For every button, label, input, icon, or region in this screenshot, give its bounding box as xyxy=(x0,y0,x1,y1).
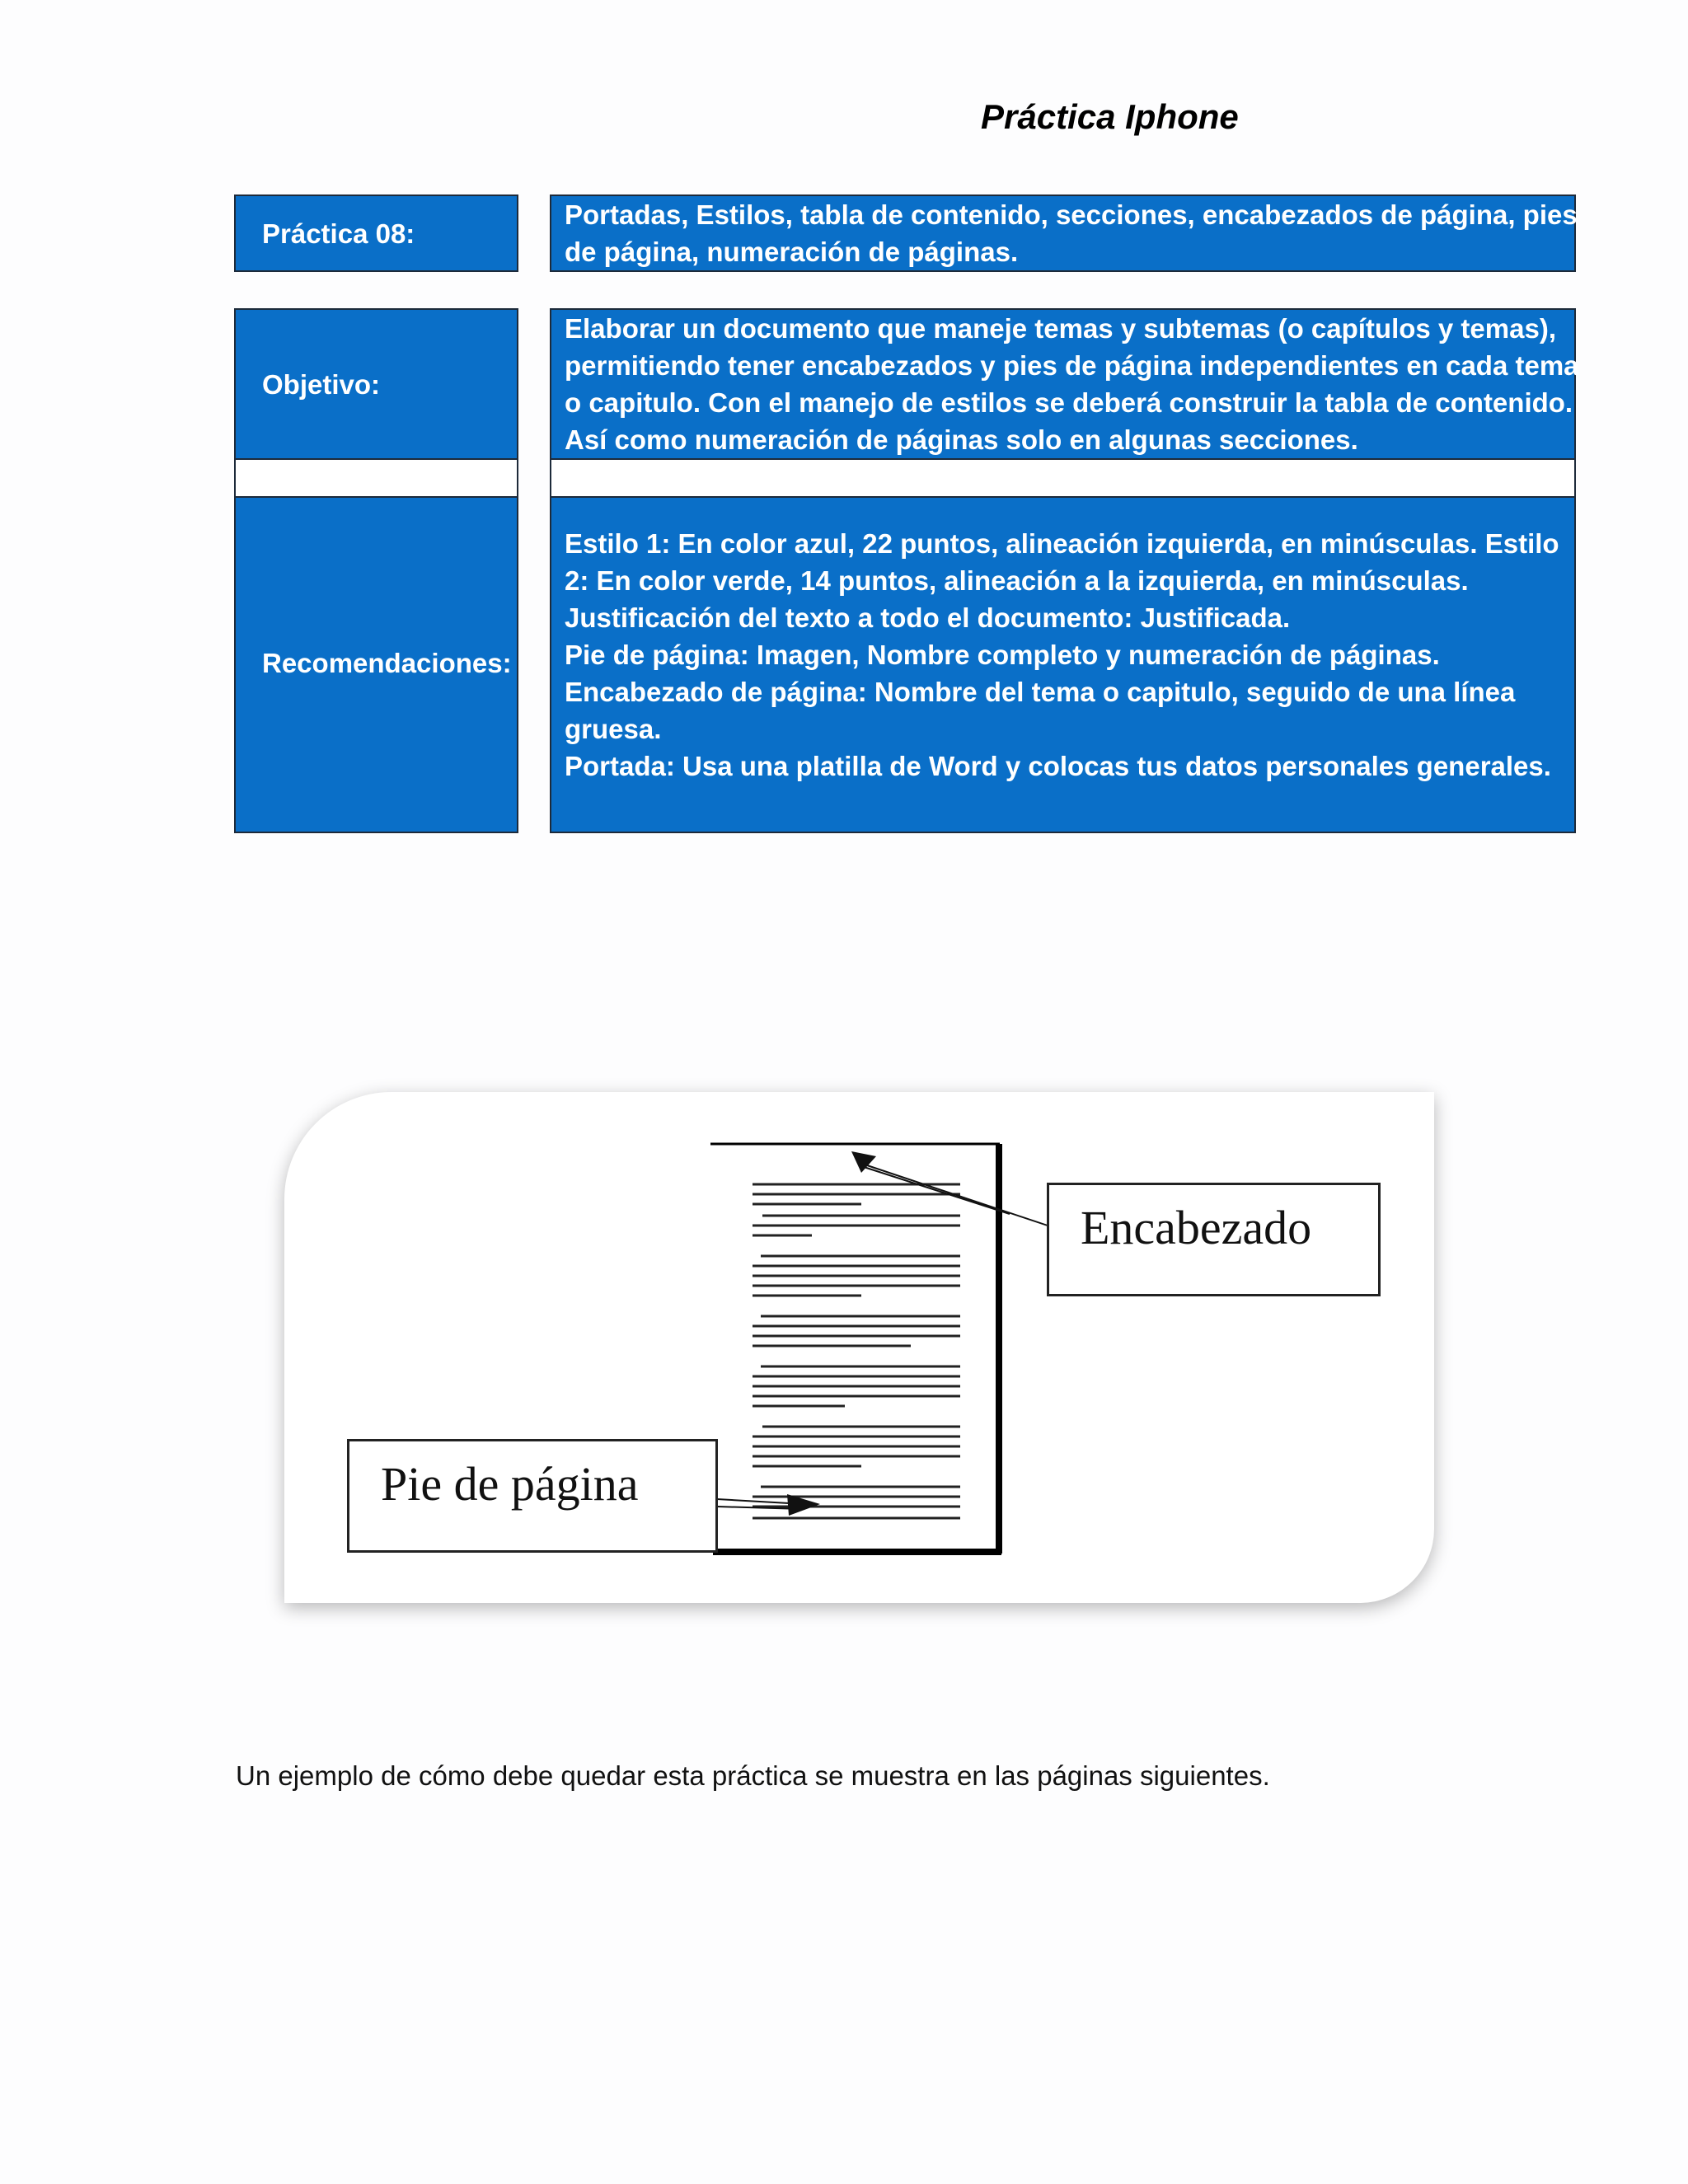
recommendations-label-cell xyxy=(234,496,518,833)
text-lines xyxy=(753,1184,960,1518)
recommendations-line: Pie de página: Imagen, Nombre completo y numeración de páginas. xyxy=(565,640,1440,670)
header-footer-diagram xyxy=(284,1092,1434,1603)
header-label: Encabezado xyxy=(1081,1201,1312,1254)
footer-label-box xyxy=(347,1439,718,1553)
objective-line: permitiendo tener encabezados y pies de página independientes en cada tema xyxy=(565,350,1579,381)
recommendations-line: Portada: Usa una platilla de Word y colocas tus datos personales generales. xyxy=(565,751,1551,781)
document-title: Práctica Iphone xyxy=(981,97,1239,136)
practice-content-cell xyxy=(550,194,1576,272)
footer-note: Un ejemplo de cómo debe quedar esta práctica se muestra en las páginas siguientes. xyxy=(236,1760,1270,1791)
recommendations-line: Encabezado de página: Nombre del tema o capitulo, seguido de una línea xyxy=(565,677,1516,707)
recommendations-line: Justificación del texto a todo el documento: Justificada. xyxy=(565,602,1291,633)
recommendations-line: gruesa. xyxy=(565,714,662,744)
footer-label: Pie de página xyxy=(381,1457,639,1511)
objective-line: Elaborar un documento que maneje temas y subtemas (o capítulos y temas), xyxy=(565,313,1556,344)
recommendations-line: 2: En color verde, 14 puntos, alineación a la izquierda, en minúsculas. xyxy=(565,565,1469,596)
objective-content-cell xyxy=(550,308,1579,460)
objective-label: Objetivo: xyxy=(262,369,381,400)
practice-label-cell xyxy=(234,194,518,272)
practice-content xyxy=(551,196,1578,270)
recommendations-content xyxy=(551,498,1574,785)
objective-line: Así como numeración de páginas solo en algunas secciones. xyxy=(565,424,1358,455)
objective-content xyxy=(551,310,1579,458)
header-label-box xyxy=(1047,1183,1381,1296)
recommendations-content-cell xyxy=(550,496,1576,833)
spacer-content-cell xyxy=(550,458,1576,498)
recommendations-label: Recomendaciones: xyxy=(262,648,512,678)
recommendations-line: Estilo 1: En color azul, 22 puntos, alineación izquierda, en minúsculas. Estilo xyxy=(565,528,1559,559)
objective-line: o capitulo. Con el manejo de estilos se deberá construir la tabla de contenido. xyxy=(565,387,1573,418)
practice-line: de página, numeración de páginas. xyxy=(565,237,1019,267)
objective-label-cell xyxy=(234,308,518,460)
practice-line: Portadas, Estilos, tabla de contenido, secciones, encabezados de página, pies xyxy=(565,199,1578,230)
practice-label: Práctica 08: xyxy=(262,218,415,249)
spacer-label-cell xyxy=(234,458,518,498)
